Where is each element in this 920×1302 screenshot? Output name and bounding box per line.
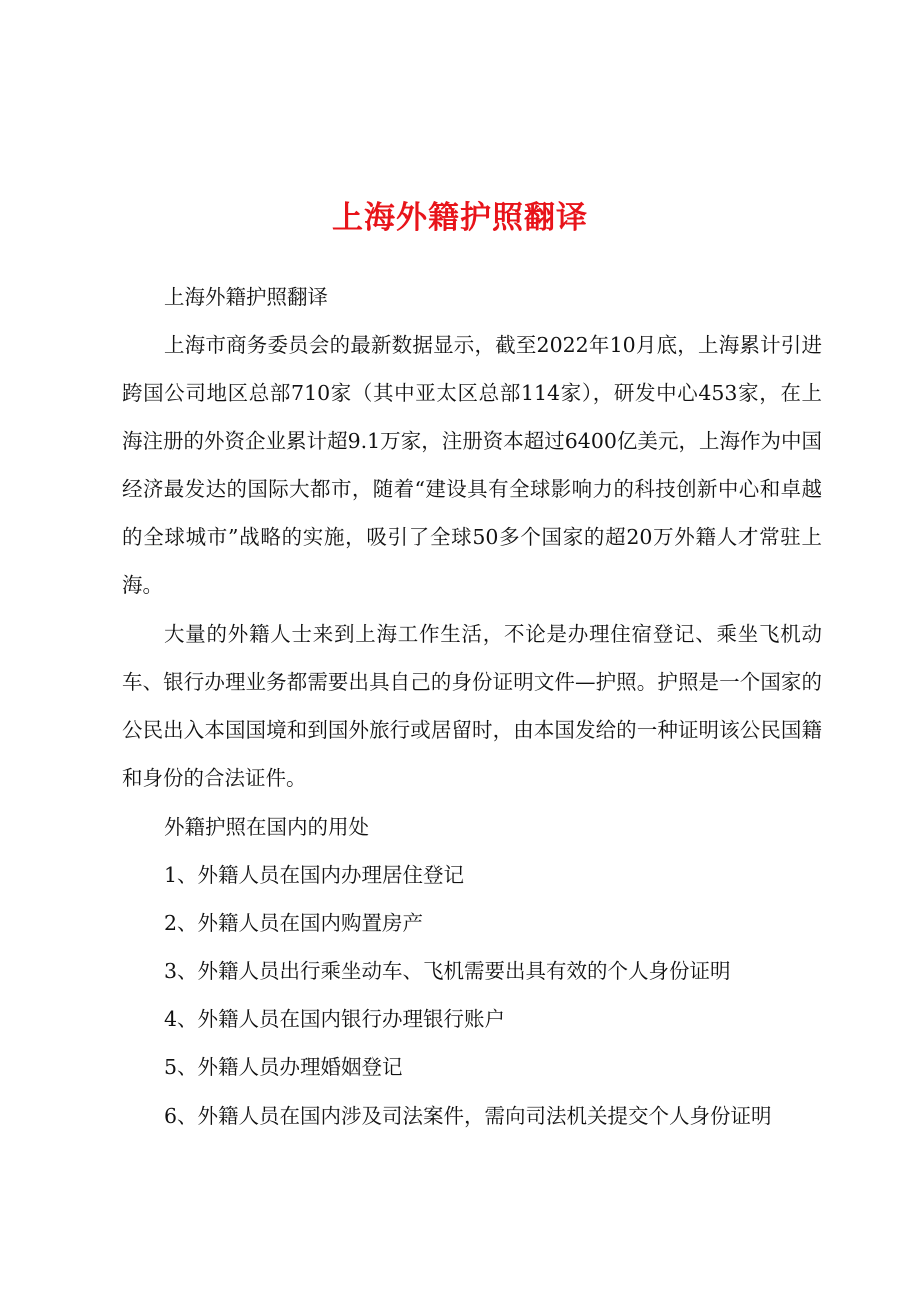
list-item: 4、外籍人员在国内银行办理银行账户	[164, 1007, 506, 1031]
page-title: 上海外籍护照翻译	[332, 200, 588, 236]
uses-heading: 外籍护照在国内的用处	[164, 815, 369, 839]
list-item: 2、外籍人员在国内购置房产	[164, 911, 424, 935]
list-item: 3、外籍人员出行乘坐动车、飞机需要出具有效的个人身份证明	[164, 959, 731, 983]
list-item: 1、外籍人员在国内办理居住登记	[164, 863, 465, 887]
list-item: 5、外籍人员办理婚姻登记	[164, 1055, 403, 1079]
paragraph-passport-definition: 大量的外籍人士来到上海工作生活，不论是办理住宿登记、乘坐飞机动车、银行办理业务都需要出具自己的身份证明文件—护照。护照是一个国家的公民出入本国国境和到国外旅行或居留时，由本国发给的一种证明该公民国籍和身份的合法证件。	[122, 622, 822, 790]
list-item: 6、外籍人员在国内涉及司法案件，需向司法机关提交个人身份证明	[164, 1104, 772, 1128]
paragraph-stats: 上海市商务委员会的最新数据显示，截至2022年10月底，上海累计引进跨国公司地区总部710家（其中亚太区总部114家），研发中心453家，在上海注册的外资企业累计超9.1万家，注册资本超过6400亿美元，上海作为中国经济最发达的国际大都市，随着“建设具有全球影响力的科技创新中心和卓越的全球城市”战略的实施，吸引了全球50多个国家的超20万外籍人才常驻上海。	[122, 333, 822, 597]
intro-heading: 上海外籍护照翻译	[164, 285, 328, 309]
